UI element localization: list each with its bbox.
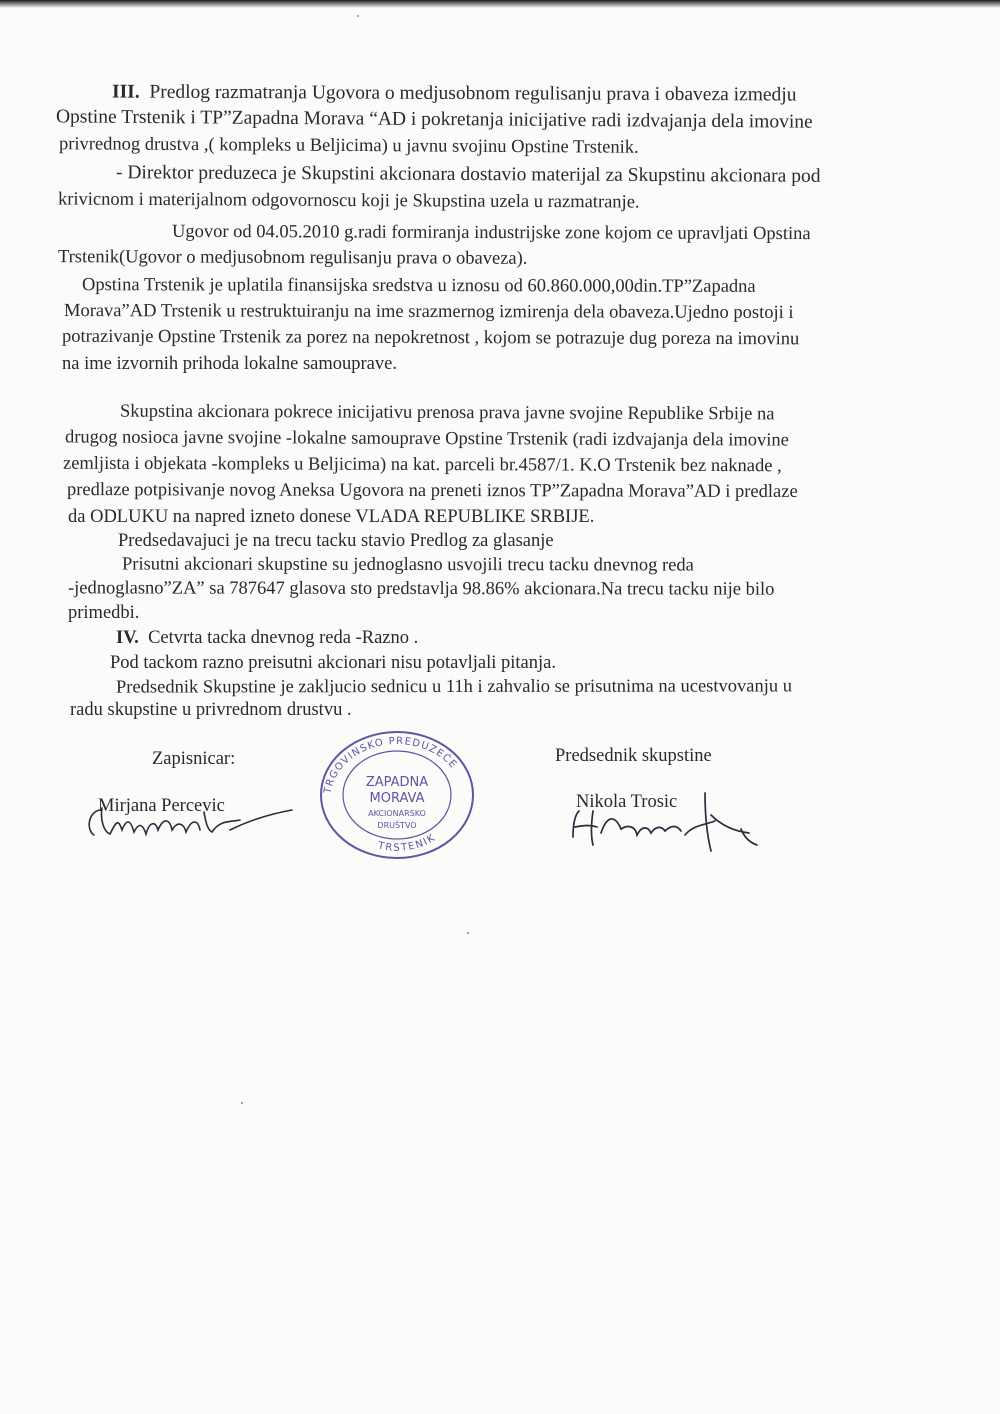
text-line: -jednoglasno”ZA” sa 787647 glasova sto predstavlja 98.86% akcionara.Na trecu tacku nije bilo xyxy=(67,578,775,600)
right-handwritten-signature xyxy=(565,785,765,865)
scan-speck xyxy=(357,15,359,17)
stamp-ring-text: TRGOVINSKO PREDUZEĆE xyxy=(322,735,460,795)
text-line: Predsednik Skupstine je zakljucio sednicu u 11h i zahvalio se prisutnima na ucestvovanju u xyxy=(115,676,792,698)
text-line: Pod tackom razno preisutni akcionari nisu potavljali pitanja. xyxy=(110,653,556,673)
text-line: Ugovor od 04.05.2010 g.radi formiranja industrijske zone kojom ce upravljati Opstina xyxy=(171,221,811,245)
section-4-numeral: IV. xyxy=(116,628,139,648)
scan-top-edge xyxy=(0,0,1000,8)
text-line: Cetvrta tacka dnevnog reda -Razno . xyxy=(148,628,419,648)
text-line: predlaze potpisivanje novog Aneksa Ugovora na preneti iznos TP”Zapadna Morava”AD i predlaze xyxy=(66,480,798,502)
company-stamp xyxy=(318,728,476,863)
text-line: da ODLUKU na napred izneto donese VLADA REPUBLIKE SRBIJE. xyxy=(68,507,595,527)
text-line: na ime izvornih prihoda lokalne samouprave. xyxy=(62,354,397,374)
text-line: Trstenik(Ugovor o medjusobnom regulisanju prava o obaveza). xyxy=(57,247,528,269)
section-3-heading xyxy=(112,82,797,107)
text-line: Predsedavajuci je na trecu tacku stavio Predlog za glasanje xyxy=(118,531,554,551)
text-line: Morava”AD Trstenik u restruktuiranju na ime srazmernog izmirenja dela obaveza.Ujedno postoji i xyxy=(63,301,794,323)
left-handwritten-signature xyxy=(80,790,300,860)
stamp-line-1: ZAPADNA xyxy=(365,775,429,790)
text-line: primedbi. xyxy=(68,603,140,623)
text-line: potrazivanje Opstine Trstenik za porez na nepokretnost , kojom se potrazuje dug poreza na imovinu xyxy=(61,326,800,350)
section-4-heading xyxy=(116,627,418,649)
stamp-bottom-text: TRSTENIK xyxy=(376,832,438,854)
text-line: - Direktor preduzeca je Skupstini akcionara dostavio materijal za Skupstinu akcionara pod xyxy=(115,162,821,187)
left-signature-title: Zapisnicar: xyxy=(152,749,236,769)
text-line: drugog nosioca javne svojine -lokalne samouprave Opstine Trstenik (radi izdvajanja dela imovine xyxy=(64,427,789,451)
text-line: zemljista i objekata -kompleks u Beljicima) na kat. parceli br.4587/1. K.O Trstenik bez naknade , xyxy=(62,453,782,477)
text-line: privrednog drustva ,( kompleks u Beljicima) u javnu svojinu Opstine Trstenik. xyxy=(58,134,639,158)
section-3-numeral: III. xyxy=(111,81,140,103)
left-signature-name: Mirjana Percevic xyxy=(98,796,225,816)
text-line: Predlog razmatranja Ugovora o medjusobnom regulisanju prava i obaveza izmedju xyxy=(149,81,797,106)
scan-speck xyxy=(241,1102,243,1104)
text-line: Prisutni akcionari skupstine su jednoglasno usvojili trecu tacku dnevnog reda xyxy=(121,554,694,576)
text-line: Opstina Trstenik je uplatila finansijska sredstva u iznosu od 60.860.000,00din.TP”Zapadna xyxy=(81,275,756,297)
right-signature-name: Nikola Trosic xyxy=(576,792,678,812)
scan-speck xyxy=(467,932,469,934)
text-line: Skupstina akcionara pokrece inicijativu prenosa prava javne svojine Republike Srbije na xyxy=(119,401,775,425)
right-signature-title: Predsednik skupstine xyxy=(555,746,712,766)
text-line: krivicnom i materijalnom odgovornoscu koji je Skupstina uzela u razmatranje. xyxy=(57,189,640,213)
stamp-line-2: MORAVA xyxy=(369,791,425,806)
text-line: Opstine Trstenik i TP”Zapadna Morava “AD i pokretanja inicijative radi izdvajanja dela imovine xyxy=(55,106,813,133)
stamp-line-4: DRUŠTVO xyxy=(377,821,417,830)
stamp-line-3: AKCIONARSKO xyxy=(368,809,426,818)
text-line: radu skupstine u privrednom drustvu . xyxy=(70,700,352,720)
